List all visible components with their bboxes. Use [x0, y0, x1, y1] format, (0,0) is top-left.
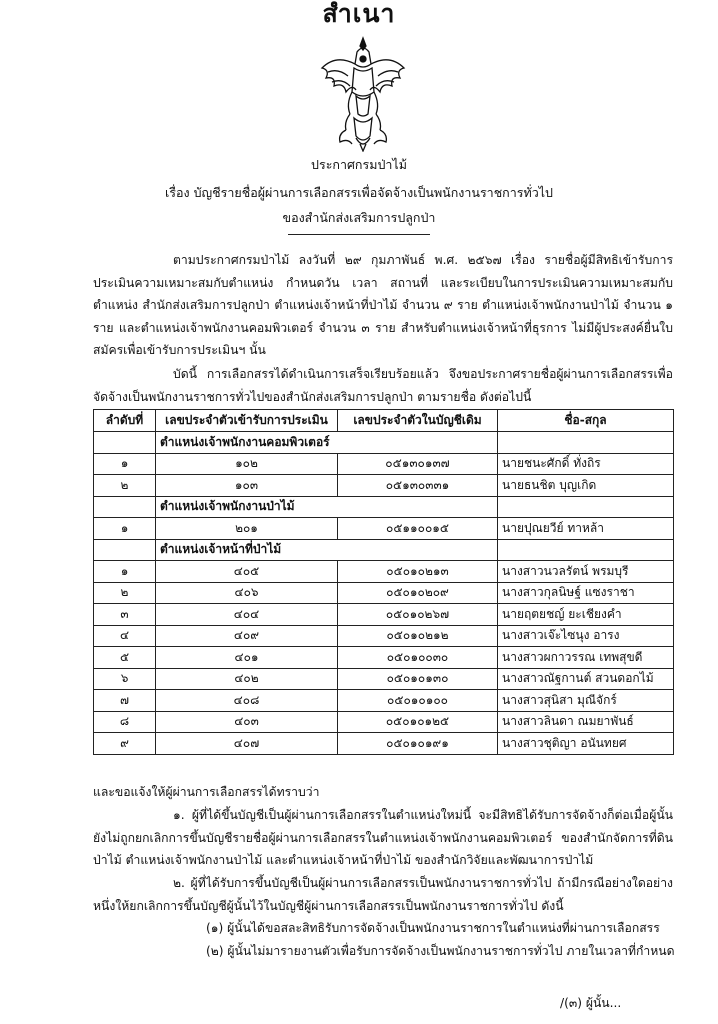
section-title: ตำแหน่งเจ้าหน้าที่ป่าไม้: [156, 539, 498, 561]
cell-order: ๒: [94, 582, 156, 604]
garuda-emblem-icon: [316, 34, 410, 152]
subclause-1: (๑) ผู้นั้นได้ขอสละสิทธิรับการจัดจ้างเป็นพนักงานราชการในตำแหน่งที่ผ่านการเลือกสรร: [206, 921, 660, 935]
subclause-2: (๒) ผู้นั้นไม่มารายงานตัวเพื่อรับการจัดจ้างเป็นพนักงานราชการทั่วไป ภายในเวลาที่กำหนด: [206, 944, 675, 958]
table-row: [94, 475, 674, 497]
cell-exam-id: ๒๐๑: [156, 518, 338, 540]
table-row: [94, 690, 674, 712]
table-row: [94, 647, 674, 669]
cell-exam-id: ๔๐๗: [156, 733, 338, 755]
cell-order: ๘: [94, 711, 156, 733]
cell-full-name: นางสาวกุลนิษฐ์ แซงราชา: [498, 582, 674, 604]
cell-exam-id: ๔๐๔: [156, 604, 338, 626]
cell-full-name: นายปุณยวีย์ ทาหล้า: [498, 518, 674, 540]
table-row: [94, 453, 674, 475]
cell-old-id: ๐๕๐๑๐๑๐๐: [338, 690, 498, 712]
cell-old-id: ๐๕๑๓๐๓๓๑: [338, 475, 498, 497]
announcement-agency: ประกาศกรมป่าไม้: [311, 157, 407, 172]
cell-order: ๑: [94, 561, 156, 583]
cell-old-id: ๐๕๐๑๐๒๖๗: [338, 604, 498, 626]
cell-old-id: ๐๕๐๑๐๐๓๐: [338, 647, 498, 669]
cell-order: ๑: [94, 518, 156, 540]
table-row: [94, 711, 674, 733]
cell-old-id: ๐๕๐๑๐๒๑๓: [338, 561, 498, 583]
cell-full-name: นางสาวเจ๊ะไซนุง อารง: [498, 625, 674, 647]
cell-old-id: ๐๕๐๑๐๑๙๑: [338, 733, 498, 755]
table-row: [94, 668, 674, 690]
announcement-office: ของสำนักส่งเสริมการปลูกป่า: [282, 210, 436, 225]
col-header-order: ลำดับที่: [94, 410, 156, 432]
cell-order: ๒: [94, 475, 156, 497]
cell-exam-id: ๑๐๓: [156, 475, 338, 497]
table-row: [94, 582, 674, 604]
cell-exam-id: ๔๐๙: [156, 625, 338, 647]
selected-candidates-table: [93, 409, 674, 755]
header-divider: [288, 234, 430, 235]
col-header-full-name: ชื่อ-สกุล: [498, 410, 674, 432]
clause-1: ๑. ผู้ที่ได้ขึ้นบัญชีเป็นผู้ผ่านการเลือกสรรในตำแหน่งใหม่นี้ จะมีสิทธิได้รับการจัดจ้างก็ต่อเมื่อผู้นั้นยังไม่ถูกยกเลิกการขึ้นบัญชีรายชื่อผู้ผ่านการเลือกสรรในตำแหน่งเจ้าพนักงานคอมพิวเตอร์ ของสำนักจัดการที่ดินป่าไม้ ตำแหน่งเจ้าพนักงานป่าไม้ และตำแหน่งเจ้าหน้าที่ป่าไม้ ของสำนักวิจัยและพัฒนาการป่าไม้: [93, 808, 673, 868]
cell-exam-id: ๔๐๖: [156, 582, 338, 604]
table-row: [94, 733, 674, 755]
cell-old-id: ๐๕๑๓๐๑๓๗: [338, 453, 498, 475]
section-row-forestry-technical-officer: [94, 539, 674, 561]
cell-order: ๗: [94, 690, 156, 712]
cell-full-name: นางสาวชุติญา อนันทยศ: [498, 733, 674, 755]
cell-exam-id: ๔๐๕: [156, 561, 338, 583]
section-row-forestry-officer: [94, 496, 674, 518]
intro-paragraph-1: ตามประกาศกรมป่าไม้ ลงวันที่ ๒๙ กุมภาพันธ์ พ.ศ. ๒๕๖๗ เรื่อง รายชื่อผู้มีสิทธิเข้ารับการประเมินความเหมาะสมกับตำแหน่ง กำหนดวัน เวลา สถานที่ และระเบียบในการประเมินความเหมาะสมกับตำแหน่ง สำนักส่งเสริมการปลูกป่า ตำแหน่งเจ้าหน้าที่ป่าไม้ จำนวน ๙ ราย ตำแหน่งเจ้าพนักงานป่าไม้ จำนวน ๑ ราย และตำแหน่งเจ้าพนักงานคอมพิวเตอร์ จำนวน ๓ ราย สำหรับตำแหน่งเจ้าหน้าที่ธุรการ ไม่มีผู้ประสงค์ยื่นใบสมัครเพื่อเข้ารับการประเมินฯ นั้น: [93, 253, 673, 358]
table-row: [94, 625, 674, 647]
cell-exam-id: ๔๐๑: [156, 647, 338, 669]
cell-exam-id: ๔๐๓: [156, 711, 338, 733]
cell-full-name: นายชนะศักดิ์ ทั่งถิร: [498, 453, 674, 475]
cell-full-name: นางสาวลินดา ณมยาพันธ์: [498, 711, 674, 733]
copy-stamp-title: สำเนา: [322, 0, 396, 28]
announcement-subject: เรื่อง บัญชีรายชื่อผู้ผ่านการเลือกสรรเพื่อจัดจ้างเป็นพนักงานราชการทั่วไป: [165, 185, 553, 200]
intro-paragraph-2: บัดนี้ การเลือกสรรได้ดำเนินการเสร็จเรียบร้อยแล้ว จึงขอประกาศรายชื่อผู้ผ่านการเลือกสรรเพื่อจัดจ้างเป็นพนักงานราชการทั่วไปของสำนักส่งเสริมการปลูกป่า ตามรายชื่อ ดังต่อไปนี้: [93, 367, 673, 404]
cell-full-name: นางสาวผกาวรรณ เทพสุขดี: [498, 647, 674, 669]
cell-old-id: ๐๕๑๑๐๐๑๕: [338, 518, 498, 540]
section-title: ตำแหน่งเจ้าพนักงานป่าไม้: [156, 496, 498, 518]
cell-order: ๑: [94, 453, 156, 475]
cell-exam-id: ๔๐๒: [156, 668, 338, 690]
cell-old-id: ๐๕๐๑๐๑๒๕: [338, 711, 498, 733]
cell-order: ๕: [94, 647, 156, 669]
cell-full-name: นายธนชิต บุญเกิด: [498, 475, 674, 497]
page-continuation: /(๓) ผู้นั้น...: [560, 996, 622, 1010]
cell-order: ๔: [94, 625, 156, 647]
cell-exam-id: ๔๐๘: [156, 690, 338, 712]
cell-full-name: นางสาวณัฐกานต์ สวนดอกไม้: [498, 668, 674, 690]
cell-order: ๓: [94, 604, 156, 626]
table-row: [94, 561, 674, 583]
cell-old-id: ๐๕๐๑๐๑๓๐: [338, 668, 498, 690]
clause-2: ๒. ผู้ที่ได้รับการขึ้นบัญชีเป็นผู้ผ่านการเลือกสรรเป็นพนักงานราชการทั่วไป ถ้ามีกรณีอย่างใดอย่างหนึ่งให้ยกเลิกการขึ้นบัญชีผู้นั้นไว้ในบัญชีผู้ผ่านการเลือกสรรเป็นพนักงานราชการทั่วไป ดังนี้: [93, 876, 673, 913]
table-header-row: [94, 410, 674, 432]
notice-line: และขอแจ้งให้ผู้ผ่านการเลือกสรรได้ทราบว่า: [93, 785, 320, 799]
cell-full-name: นางสาวสุนิสา มุณีจักร์: [498, 690, 674, 712]
section-title: ตำแหน่งเจ้าพนักงานคอมพิวเตอร์: [156, 432, 498, 454]
table-row: [94, 604, 674, 626]
table-row: [94, 518, 674, 540]
cell-old-id: ๐๕๐๑๐๒๑๒: [338, 625, 498, 647]
cell-order: ๙: [94, 733, 156, 755]
col-header-old-id: เลขประจำตัวในบัญชีเดิม: [338, 410, 498, 432]
cell-full-name: นางสาวนวลรัตน์ พรมบุรี: [498, 561, 674, 583]
section-row-computer-officer: [94, 432, 674, 454]
cell-exam-id: ๑๐๒: [156, 453, 338, 475]
cell-old-id: ๐๕๐๑๐๒๐๙: [338, 582, 498, 604]
cell-full-name: นายฤตยชญ์ ยะเชียงคำ: [498, 604, 674, 626]
col-header-exam-id: เลขประจำตัวเข้ารับการประเมิน: [156, 410, 338, 432]
cell-order: ๖: [94, 668, 156, 690]
